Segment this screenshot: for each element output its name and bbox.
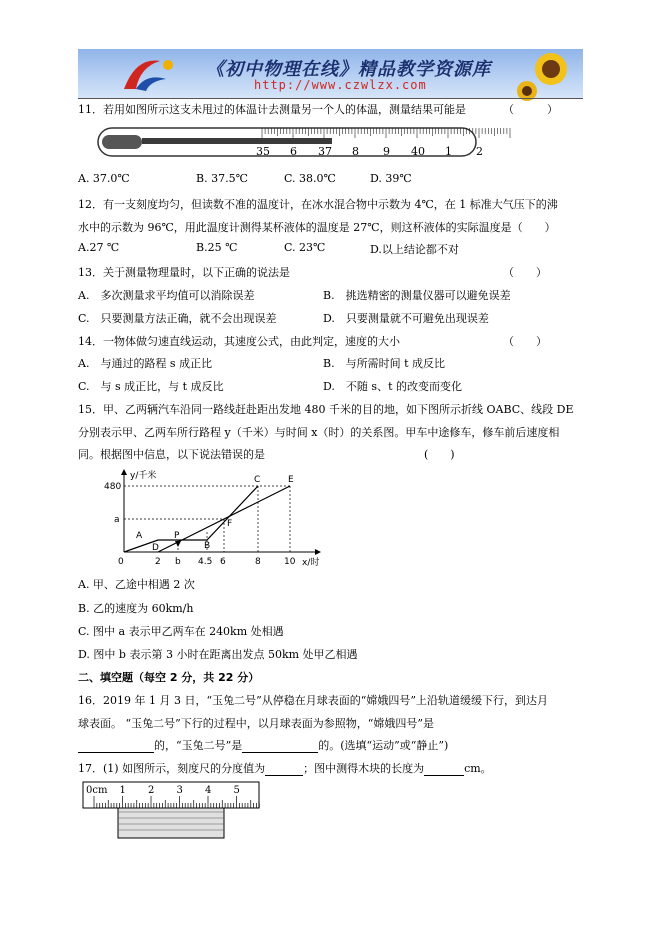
q13-option-d[interactable]: D. 只要测量就不可避免出现误差 [323,312,489,325]
point-b-label: B [204,541,211,551]
section-title-fill-in: 二、填空题（每空 2 分，共 22 分） [78,671,260,684]
q16-line-3-end: 的。(选填“运动”或“静止”) [318,739,449,752]
q14-stem: 14．一物体做匀速直线运动，其速度公式，由此判定，速度的大小 [78,335,400,348]
q14-option-a[interactable]: A. 与通过的路程 s 成正比 [78,357,213,370]
q11-option-c[interactable]: C. 38.0℃ [284,172,336,185]
point-c-label: C [254,475,261,485]
thermometer-label: 8 [352,145,359,158]
q13-option-b[interactable]: B. 挑选精密的测量仪器可以避免误差 [323,289,511,302]
wood-block [118,806,224,838]
q11-stem: 11．若用如图所示这支未甩过的体温计去测量另一个人的体温，测量结果可能是 [78,103,466,116]
ruler-label: 4 [205,785,212,796]
q17-part-1: 17．(1) 如图所示，刻度尺的分度值为 [78,762,266,775]
q15-option-b[interactable]: B. 乙的速度为 60km/h [78,602,194,615]
point-a-label: A [136,531,143,541]
q17-line-1 [78,760,492,776]
y-axis-label: y/千米 [130,471,157,481]
q12-option-c[interactable]: C. 23℃ [284,241,326,254]
header-title: 《初中物理在线》精品教学资源库 [206,59,491,80]
q15-line-1: 15．甲、乙两辆汽车沿同一路线赶赴距出发地 480 千米的目的地，如下图所示折线 OABC、线段 DE [78,403,574,416]
q17-blank-2[interactable] [424,762,464,776]
q15-option-c[interactable]: C. 图中 a 表示甲乙两车在 240km 处相遇 [78,625,284,638]
point-d-label: D [152,543,159,553]
point-e-label: E [288,475,294,485]
q14-option-c[interactable]: C. 与 s 成正比，与 t 成反比 [78,380,224,393]
thermometer-figure [96,124,483,162]
q13-option-a[interactable]: A. 多次测量求平均值可以消除误差 [78,289,255,302]
q16-line-3-mid: 的，“玉兔二号”是 [154,739,243,752]
x-axis-label: x/时 [302,558,320,568]
thermometer-label: 6 [290,145,297,158]
q15-option-d[interactable]: D. 图中 b 表示第 3 小时在距离出发点 50km 处甲乙相遇 [78,648,358,661]
x-tick-2: 2 [155,557,161,567]
q12-option-a[interactable]: A.27 ℃ [78,241,120,254]
header-url: http://www.czwlzx.com [254,78,427,92]
q15-line-3: 同。根据图中信息，以下说法错误的是 [78,448,265,461]
q16-line-3 [78,737,448,753]
q11-answer-paren: （ ） [503,103,558,116]
y-tick-a: a [114,515,120,525]
q12-line-2: 水中的示数为 96℃，用此温度计测得某杯液体的温度是 27℃，则这杯液体的实际温度是（ ） [78,221,556,234]
thermometer-label: 37 [318,145,332,158]
q14-option-b[interactable]: B. 与所需时间 t 成反比 [323,357,445,370]
q16-line-1: 16．2019 年 1 月 3 日，“玉兔二号”从停稳在月球表面的“嫦娥四号”上沿轨道缓缓下行，到达月 [78,694,548,707]
ruler-figure [82,780,262,842]
q11-option-a[interactable]: A. 37.0℃ [78,172,130,185]
ruler-label: 0cm [86,785,108,796]
point-f-label: F [227,519,233,529]
q17-part-2: ；图中测得木块的长度为 [303,762,425,775]
x-tick-6: 6 [220,557,226,567]
x-tick-8: 8 [255,557,261,567]
thermometer-label: 9 [383,145,390,158]
q15-option-a[interactable]: A. 甲、乙途中相遇 2 次 [78,578,195,591]
ruler-label: 1 [119,785,126,796]
ruler-label: 2 [148,785,155,796]
y-tick-480: 480 [104,482,122,492]
q16-blank-1[interactable] [78,739,154,753]
q16-blank-2[interactable] [242,739,318,753]
q11-option-b[interactable]: B. 37.5℃ [196,172,248,185]
q17-blank-1[interactable] [265,762,303,776]
header-divider [78,98,583,99]
q17-part-3: cm。 [464,762,492,775]
header-banner [78,49,583,98]
q13-option-c[interactable]: C. 只要测量方法正确，就不会出现误差 [78,312,277,325]
q12-option-d[interactable]: D.以上结论都不对 [370,243,459,256]
q15-line-2: 分别表示甲、乙两车所行路程 y（千米）与时间 x（时）的关系图。甲车中途修车，修车前后速度相 [78,426,560,439]
q16-line-2: 球表面。 “玉兔二号”下行的过程中，以月球表面为参照物，“嫦娥四号”是 [78,717,434,730]
thermometer-label: 40 [411,145,425,158]
x-tick-4-5: 4.5 [198,557,213,567]
thermometer-label: 2 [476,145,483,158]
q12-option-b[interactable]: B.25 ℃ [196,241,238,254]
q12-line-1: 12．有一支刻度均匀，但读数不准的温度计，在冰水混合物中示数为 4℃，在 1 标准大气压下的沸 [78,198,558,211]
q14-answer-paren: （ ） [503,335,547,348]
q13-stem: 13．关于测量物理量时，以下正确的说法是 [78,266,290,279]
thermometer-label: 1 [445,145,452,158]
sunflower-icon [517,49,577,98]
thermometer-label: 35 [256,145,270,158]
q11-option-d[interactable]: D. 39℃ [370,172,412,185]
origin-label: 0 [118,557,124,567]
point-p-label: P [174,531,180,541]
q15-distance-time-graph [96,466,336,572]
x-tick-10: 10 [284,557,296,567]
q15-answer-paren: ( ) [424,448,455,461]
q13-answer-paren: （ ） [503,266,547,279]
ruler-label: 3 [176,785,183,796]
x-tick-b: b [175,557,181,567]
q14-option-d[interactable]: D. 不随 s、t 的改变而变化 [323,380,462,393]
logo-icon [116,53,186,95]
ruler-label: 5 [233,785,240,796]
